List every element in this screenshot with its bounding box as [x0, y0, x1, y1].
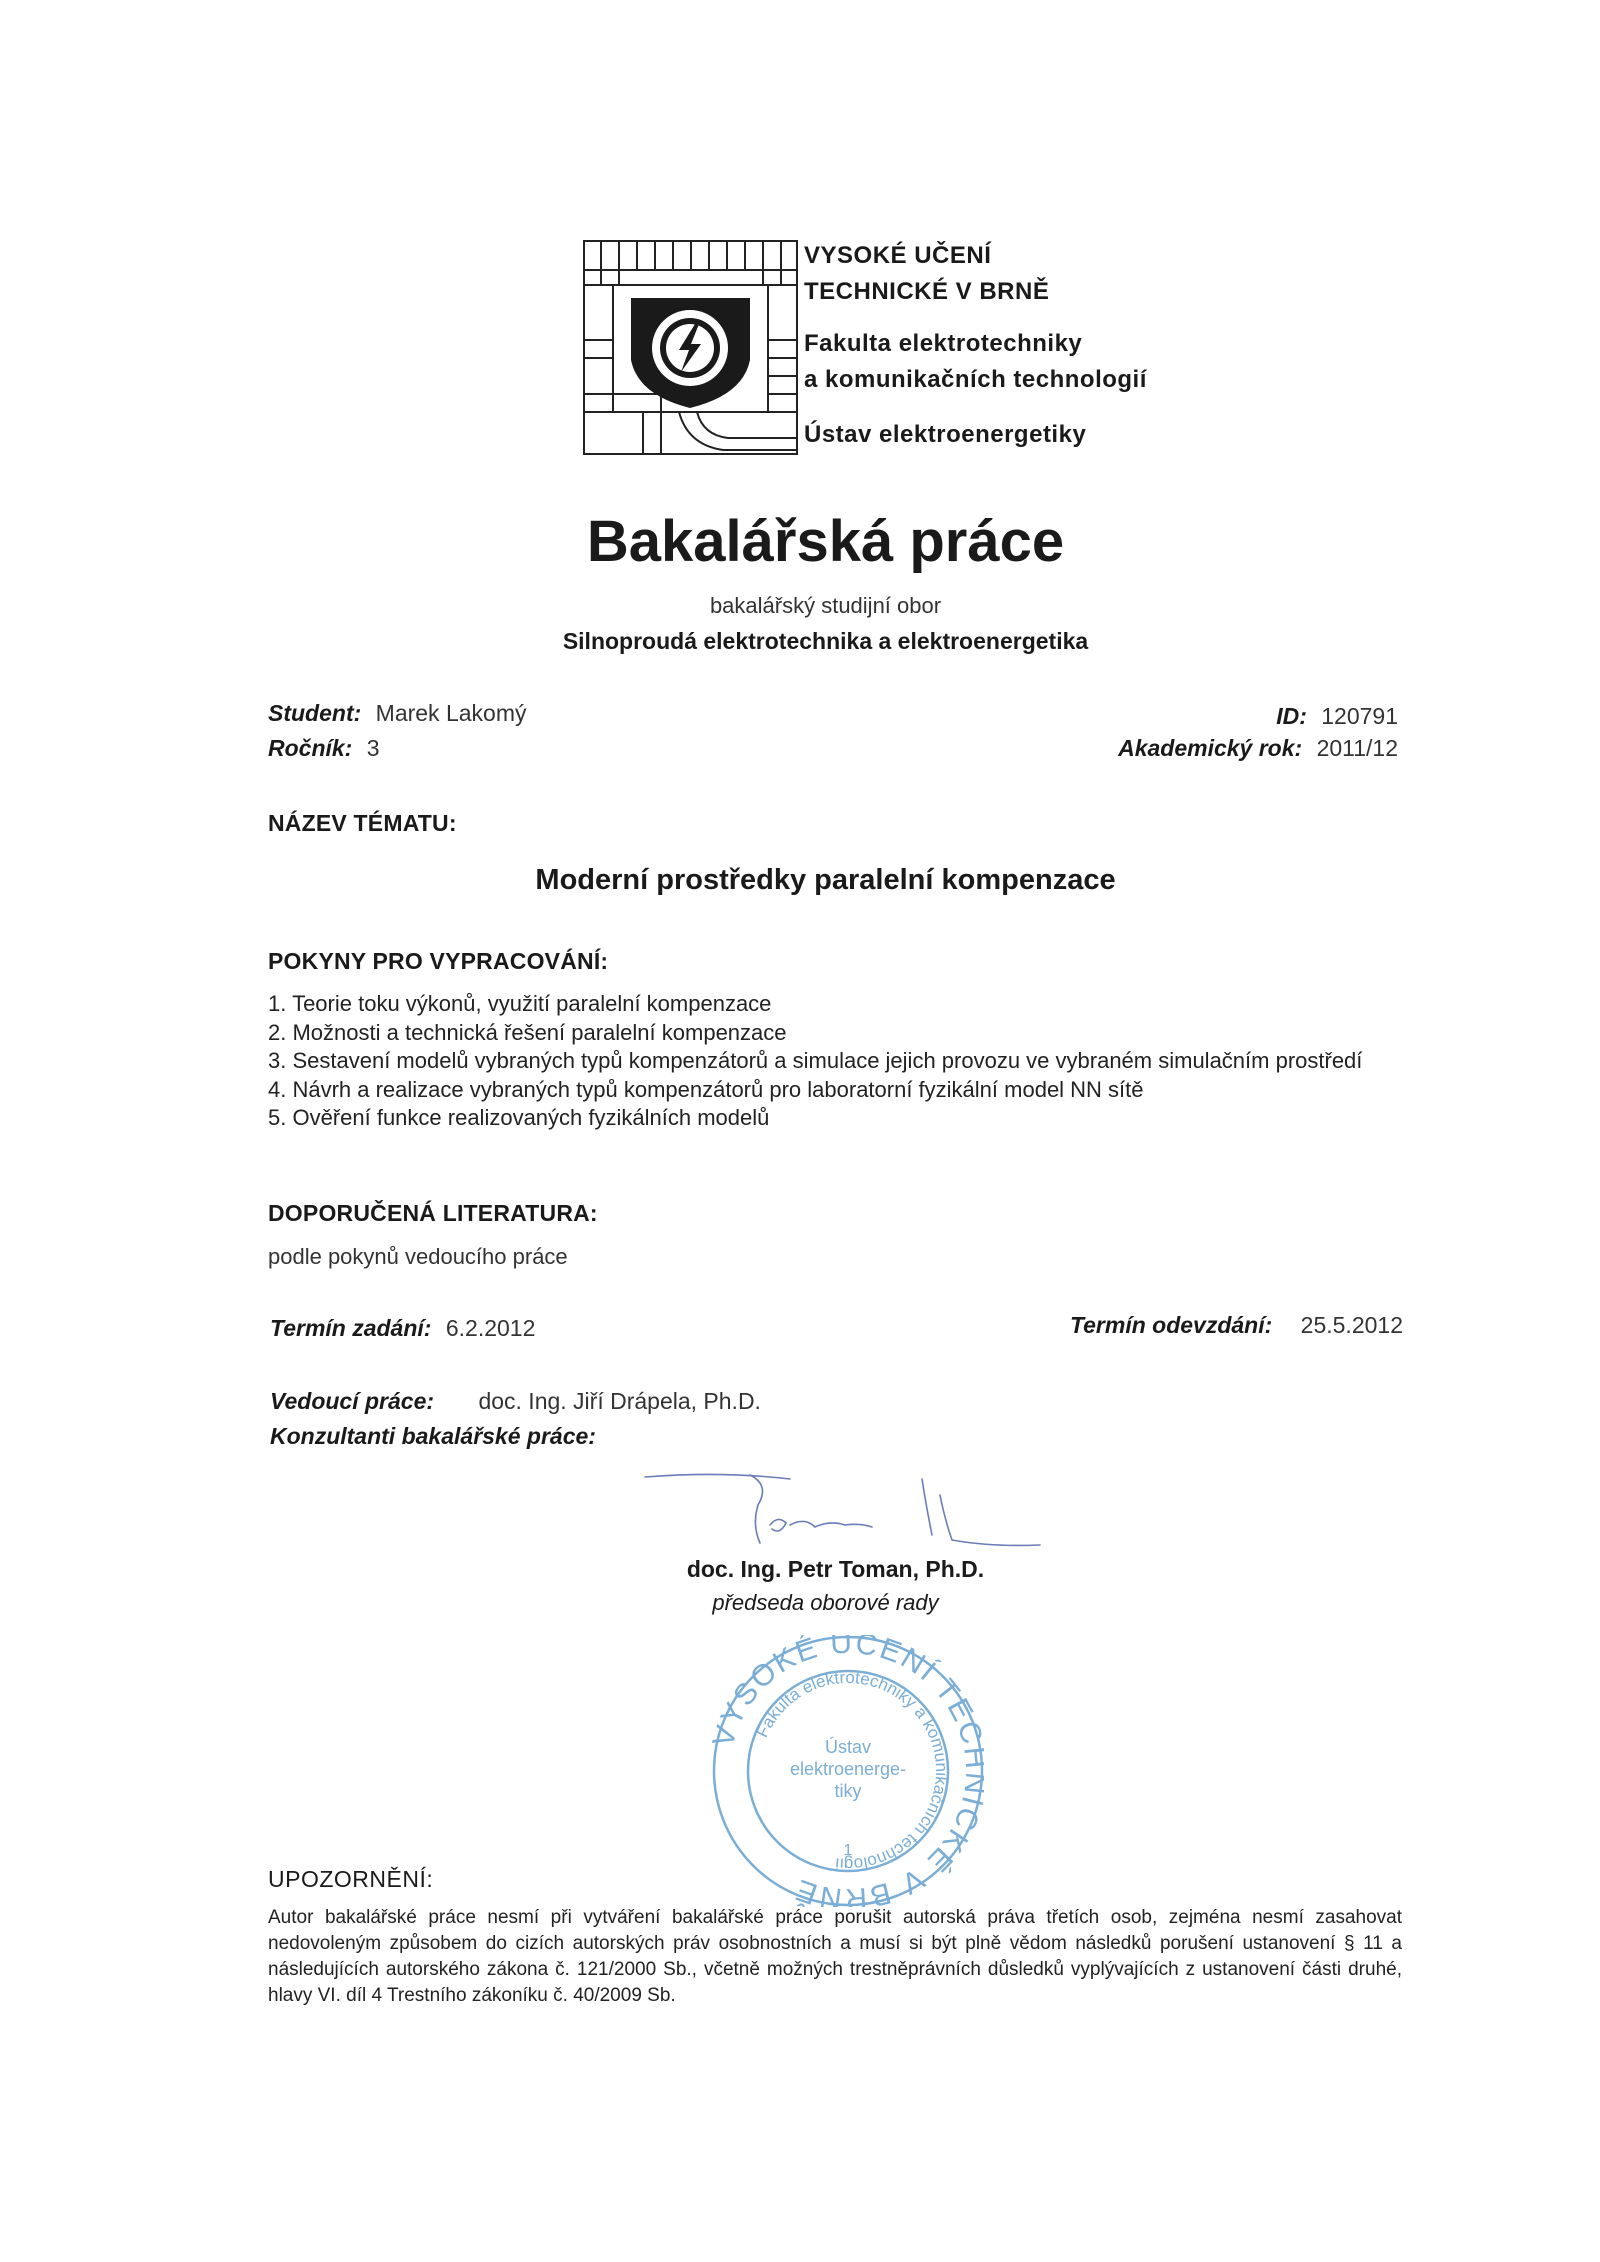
due-date-row	[1070, 1312, 1403, 1339]
year-row	[268, 735, 380, 762]
list-item: 4. Návrh a realizace vybraných typů kompenzátorů pro laboratorní fyzikální model NN sítě	[268, 1076, 1144, 1102]
academic-year-value: 2011/12	[1316, 735, 1398, 761]
warning-heading: UPOZORNĚNÍ:	[268, 1866, 434, 1892]
id-row	[1276, 703, 1398, 730]
assigned-date-label: Termín zadání:	[270, 1315, 432, 1341]
list-item: 2. Možnosti a technická řešení paralelní kompenzace	[268, 1019, 787, 1045]
year-value: 3	[366, 735, 380, 761]
literature-heading: DOPORUČENÁ LITERATURA:	[268, 1200, 598, 1226]
id-value: 120791	[1321, 703, 1398, 729]
list-item: 3. Sestavení modelů vybraných typů kompenzátorů a simulace jejich provozu ve vybraném simulačním prostředí	[268, 1048, 1363, 1073]
topic-heading: NÁZEV TÉMATU:	[268, 810, 457, 836]
supervisor-value: doc. Ing. Jiří Drápela, Ph.D.	[478, 1388, 761, 1414]
supervisor-row	[270, 1388, 761, 1415]
svg-text:Fakulta elektrotechniky a komu: Fakulta elektrotechniky a komunikačních technologií	[752, 1667, 952, 1875]
assigned-date-row	[270, 1315, 535, 1342]
svg-text:Ústav: Ústav	[824, 1737, 872, 1757]
institute-stamp	[712, 1635, 984, 1907]
document-title: Bakalářská práce	[586, 509, 1065, 574]
student-label: Student:	[268, 700, 362, 726]
academic-year-row	[1118, 735, 1398, 762]
consultants-row	[270, 1423, 596, 1450]
university-logo	[583, 240, 798, 455]
list-item: 1. Teorie toku výkonů, využití paralelní kompenzace	[268, 991, 772, 1016]
study-type: bakalářský studijní obor	[709, 593, 942, 618]
topic-title: Moderní prostředky paralelní kompenzace	[535, 864, 1116, 896]
institute-name: Ústav elektroenergetiky	[804, 421, 1087, 448]
supervisor-label: Vedoucí práce:	[270, 1388, 435, 1414]
consultants-label: Konzultanti bakalářské práce:	[270, 1423, 596, 1449]
signer-name: doc. Ing. Petr Toman, Ph.D.	[686, 1556, 985, 1582]
faculty-name-line1: Fakulta elektrotechniky	[804, 330, 1083, 357]
instructions-heading: POKYNY PRO VYPRACOVÁNÍ:	[268, 948, 609, 974]
signer-role: předseda oborové rady	[712, 1590, 939, 1615]
svg-text:elektroenerge-: elektroenerge-	[789, 1759, 907, 1779]
student-name: Marek Lakomý	[375, 700, 527, 726]
due-date-value: 25.5.2012	[1300, 1312, 1403, 1338]
due-date-label: Termín odevzdání:	[1069, 1312, 1273, 1338]
assigned-date-value: 6.2.2012	[445, 1315, 536, 1341]
study-field: Silnoproudá elektrotechnika a elektroenergetika	[562, 628, 1089, 654]
instructions-list	[268, 990, 1413, 1133]
academic-year-label: Akademický rok:	[1118, 735, 1303, 761]
faculty-name-line2: a komunikačních technologií	[804, 366, 1147, 393]
svg-text:tiky: tiky	[834, 1781, 862, 1801]
university-name-line1: VYSOKÉ UČENÍ	[804, 242, 992, 269]
university-logo-icon	[583, 240, 798, 455]
svg-text:1: 1	[843, 1842, 853, 1859]
list-item: 5. Ověření funkce realizovaných fyzikálních modelů	[268, 1105, 770, 1130]
id-label: ID:	[1276, 703, 1307, 729]
university-name-line2: TECHNICKÉ V BRNĚ	[804, 278, 1050, 305]
year-label: Ročník:	[268, 735, 353, 761]
stamp-seal-icon	[712, 1635, 984, 1907]
warning-text: Autor bakalářské práce nesmí při vytváření bakalářské práce porušit autorská práva třetích osob, zejména nesmí zasahovat nedovoleným způsobem do cizích autorských práv osobnostních a musí si být plně vědom následků porušení ustanovení § 11 a následujících autorského zákona č. 121/2000 Sb., včetně možných trestněprávních důsledků vyplývajících z ustanovení části druhé, hlavy VI. díl 4 Trestního zákoníku č. 40/2009 Sb.	[268, 1907, 1402, 2006]
literature-text: podle pokynů vedoucího práce	[268, 1244, 568, 1269]
svg-text:VYSOKÉ UČENÍ TECHNICKÉ V BRNĚ: YSOKÉ UČENÍ TE CKÉ V BRNĚ	[714, 1635, 984, 1907]
student-row	[268, 700, 526, 727]
